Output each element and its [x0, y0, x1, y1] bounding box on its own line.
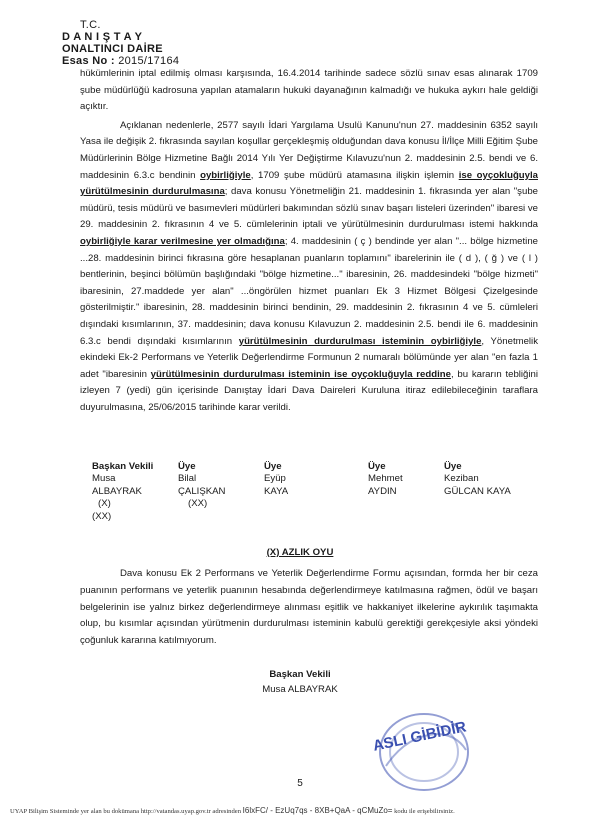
signature-member-2: [264, 461, 288, 498]
paragraph-2: [80, 118, 538, 417]
signature-note: (XX): [92, 510, 112, 522]
case-number-value: 2015/17164: [118, 55, 180, 67]
dissent-signature-name: Musa ALBAYRAK: [262, 684, 338, 695]
page-number: 5: [297, 778, 303, 789]
signature-first-name: Keziban: [444, 473, 479, 485]
signature-last-name: ALBAYRAK: [92, 485, 142, 497]
signature-role: Başkan Vekili: [92, 461, 154, 472]
verification-code: I6lxFC/ - EzUq7qs - 8XB+QaA - qCMuZo=: [242, 806, 393, 815]
text-span: ; dava konusu Yönetmeliğin 21. maddesinin 1. fıkrasında yer alan "şube müdürü, tesis müdürü ve basımevleri müdürleri bakımından sözlü sınav başarı listeleri üzerinden" ibaresi ve 29. maddesinin 2. fıkrasının 4 ve 5. cümlelerinin iptali ve yürütülmesinin durdurulması istemi hakkında: [80, 186, 538, 231]
signature-last-name: GÜLCAN KAYA: [444, 485, 511, 497]
text-span: Açıklanan nedenlerle, 2577 sayılı İdari Yargılama Usulü Kanunu'nun 27. maddesinin 6352 sayılı Yasa ile değişik 2. fıkrasında sayılan koşullar gerçekleşmiş olduğundan dava konusu İl/İlçe Milli Eğitim Şube Müdürlerinin Bölge Hizmetine Bağlı 2014 Yılı Yer Değiştirme Kılavuzu'nun 2. maddesinin 2.5. bendi ve 6. maddesinin 6.3.c bendinin: [80, 119, 538, 181]
dissent-text-content: Dava konusu Ek 2 Performans ve Yeterlik Değerlendirme Formu açısından, formda her bir ceza puanının performans ve yeterlik puanının hesabında değerlendirmeye katılmasına rağmen, ödül ve başarı belgelerinin ise yalnız birkez değerlendirmeye alınması eşitlik ve hakkaniyet ilkelerine aykırılık taşımakta olup, bu kısımlar açısından yürütmenin durdurulması isteminin kabulü gerektiği gerekçesiyle aksi yöndeki çoğunluk kararına katılmıyorum.: [80, 568, 538, 647]
text-span: ; 4. maddesinin ( ç ) bendinde yer alan "... bölge hizmetine ...28. maddesinin birinci fıkrasına göre hesaplanan puanların toplamını" ibarelerinin ile ( d ), ( ğ ) ve ( l ) bentlerinin, beşinci bölümün başlığındaki "bölge hizmetine..." ibaresinin, 26. maddesindeki "bölge hizmeti" ibaresinin, 27.maddede yer alan" ...öngörülen hizmet puanları Ek 3 Hizmet Bölgesi Çizelgesinde gösterilmiştir." ibaresinin, 28. maddesinin birinci bendinin, 29. maddesinin 2. fıkrasının 4 ve 5. cümleleri dışındaki kısımlarının, 37. maddesinin; dava konusu Kılavuzun 2. maddesinin 2.5. bendi ile 6. maddesinin 6.3.c bendi dışındaki kısımlarının: [80, 235, 538, 347]
case-number-label: Esas No :: [62, 55, 119, 67]
signature-first-name: Eyüp: [264, 473, 286, 485]
signature-note: (X): [98, 498, 111, 510]
signature-first-name: Bilal: [178, 473, 197, 485]
signature-member-1: [178, 461, 225, 511]
emphasis-span: yürütülmesinin durdurulması isteminin ise oyçokluğuyla reddine: [150, 368, 451, 380]
footer-text: UYAP Bilişim Sisteminde yer alan bu dokümana http://vatandas.uyap.gov.tr adresinden: [10, 808, 243, 815]
text-span: , Yönetmelik ekindeki Ek-2 Performans ve Yeterlik Değerlendirme Formunun 2 numaralı bölümünde yer alan "en fazla 1 adet "ibaresinin: [80, 335, 538, 380]
signature-role: Üye: [368, 461, 386, 472]
dissent-text: [80, 566, 538, 650]
emphasis-span: ise oyçokluğuyla yürütülmesinin durdurulmasına: [80, 169, 538, 198]
emphasis-span: yürütülmesinin durdurulması isteminin oybirliğiyle: [238, 335, 482, 347]
signature-role: Üye: [264, 461, 282, 472]
signature-last-name: ÇALIŞKAN: [178, 485, 226, 497]
signature-first-name: Musa: [92, 473, 116, 485]
signature-note: (XX): [188, 498, 208, 510]
signature-first-name: Mehmet: [368, 473, 403, 485]
chamber-name: ONALTINCI DAİRE: [62, 43, 163, 55]
text-span: , 1709 şube müdürü atamasına ilişkin işlemin: [250, 169, 459, 181]
signature-role: Üye: [178, 461, 196, 472]
emphasis-span: oybirliğiyle karar verilmesine yer olmadığına: [80, 235, 285, 247]
text-span: , bu kararın tebliğini izleyen 7 (yedi) gün içerisinde Danıştay İdari Dava Daireleri Kuruluna itiraz edilebileceğinin taraflara duyurulmasına, 25/06/2015 tarihinde karar verildi.: [80, 368, 538, 413]
signature-role: Üye: [444, 461, 462, 472]
dissent-title: (X) AZLIK OYU: [266, 547, 334, 558]
signature-last-name: KAYA: [264, 485, 289, 497]
dissent-signature: [0, 667, 600, 697]
tc-header: T.C.: [80, 19, 101, 31]
paragraph-1: hükümlerinin iptal edilmiş olması karşısında, 16.4.2014 tarihinde sadece sözlü sınav esas alınarak 1709 şube müdürlüğü kadrosuna yapılan atamaların hukuki dayanağının kalmadığı ve hukuka aykırı hale geldiği açıktır.: [80, 68, 538, 113]
footer-text-end: kodu ile erişebilirsiniz.: [392, 808, 455, 815]
signature-chair: [92, 461, 153, 523]
decision-body: [80, 66, 538, 416]
uyap-footer: [10, 806, 600, 815]
dissent-signature-role: Başkan Vekili: [269, 669, 331, 680]
signature-member-4: [444, 461, 511, 498]
stamp-text: ASLI GİBİDİR: [371, 718, 468, 755]
emphasis-span: oybirliğiyle: [200, 169, 251, 181]
signature-member-3: [368, 461, 403, 498]
signature-last-name: AYDIN: [368, 485, 397, 497]
court-name: D A N I Ş T A Y: [62, 31, 143, 43]
